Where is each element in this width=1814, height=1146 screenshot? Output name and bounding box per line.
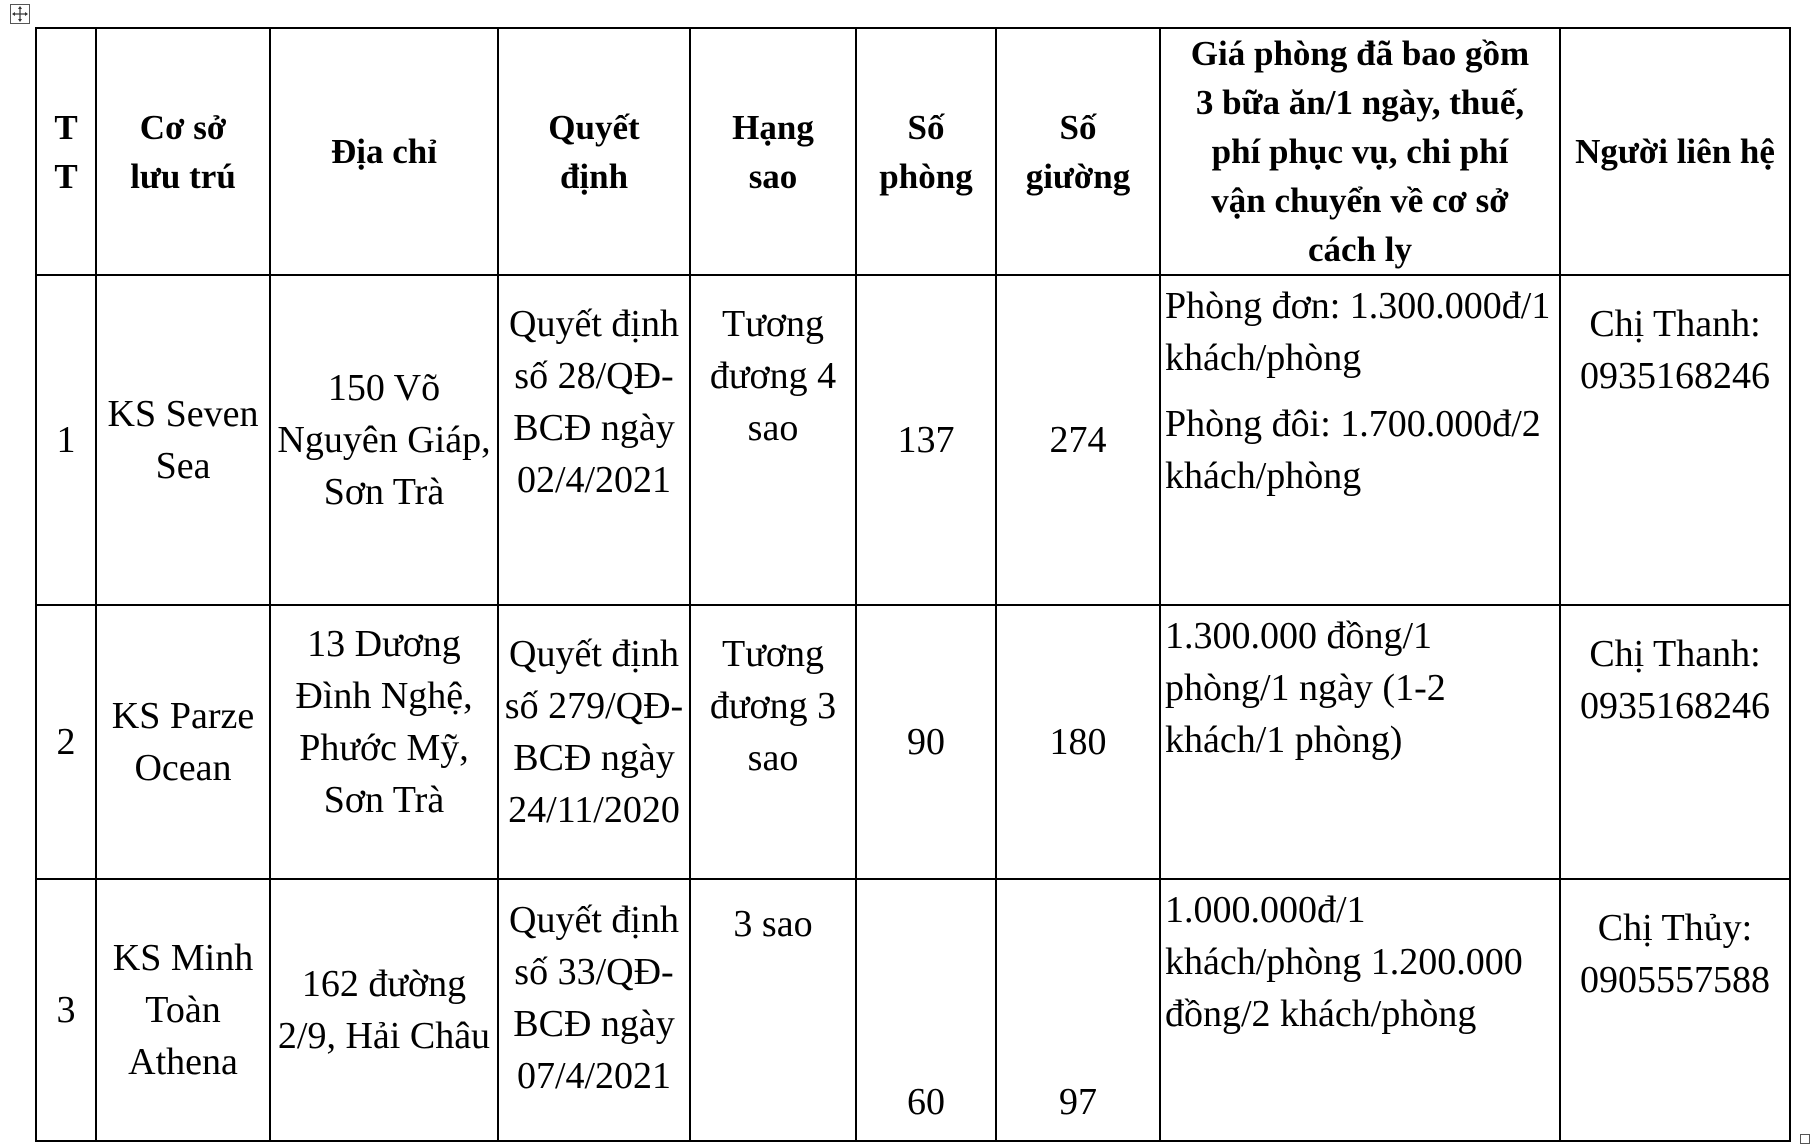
cell-so-phong: 90: [856, 605, 996, 879]
cell-hang-sao: Tương đương 3 sao: [690, 605, 856, 879]
header-tt: T T: [36, 28, 96, 275]
cell-co-so: KS Parze Ocean: [96, 605, 270, 879]
cell-gia-phong: Phòng đơn: 1.300.000đ/1 khách/phòng Phòng đôi: 1.700.000đ/2 khách/phòng: [1160, 275, 1560, 605]
cell-hang-sao: Tương đương 4 sao: [690, 275, 856, 605]
cell-tt: 2: [36, 605, 96, 879]
cell-tt: 3: [36, 879, 96, 1141]
header-dia-chi: Địa chỉ: [270, 28, 498, 275]
cell-so-phong: 60: [856, 879, 996, 1141]
cell-quyet-dinh: Quyết định số 33/QĐ- BCĐ ngày 07/4/2021: [498, 879, 690, 1141]
cell-quyet-dinh: Quyết định số 28/QĐ- BCĐ ngày 02/4/2021: [498, 275, 690, 605]
cell-gia-phong: 1.300.000 đồng/1 phòng/1 ngày (1-2 khách/1 phòng): [1160, 605, 1560, 879]
header-so-giuong: Số giường: [996, 28, 1160, 275]
header-so-phong: Số phòng: [856, 28, 996, 275]
table-row: [36, 275, 1790, 605]
header-gia-phong: Giá phòng đã bao gồm 3 bữa ăn/1 ngày, thuế, phí phục vụ, chi phí vận chuyển về cơ sở cách ly: [1160, 28, 1560, 275]
cell-dia-chi: 13 Dương Đình Nghệ, Phước Mỹ, Sơn Trà: [270, 605, 498, 879]
header-hang-sao: Hạng sao: [690, 28, 856, 275]
header-nguoi-lien-he: Người liên hệ: [1560, 28, 1790, 275]
table-row: [36, 879, 1790, 1141]
cell-so-giuong: 274: [996, 275, 1160, 605]
table-row: [36, 605, 1790, 879]
cell-dia-chi: 162 đường 2/9, Hải Châu: [270, 879, 498, 1141]
header-co-so: Cơ sở lưu trú: [96, 28, 270, 275]
cell-hang-sao: 3 sao: [690, 879, 856, 1141]
move-arrows-icon: [11, 5, 29, 23]
header-quyet-dinh: Quyết định: [498, 28, 690, 275]
cell-nguoi-lien-he: Chị Thủy: 0905557588: [1560, 879, 1790, 1141]
cell-so-giuong: 97: [996, 879, 1160, 1141]
cell-co-so: KS Minh Toàn Athena: [96, 879, 270, 1141]
cell-so-phong: 137: [856, 275, 996, 605]
cell-tt: 1: [36, 275, 96, 605]
header-row: [36, 28, 1790, 275]
cell-co-so: KS Seven Sea: [96, 275, 270, 605]
cell-quyet-dinh: Quyết định số 279/QĐ- BCĐ ngày 24/11/2020: [498, 605, 690, 879]
cell-so-giuong: 180: [996, 605, 1160, 879]
cell-dia-chi: 150 Võ Nguyên Giáp, Sơn Trà: [270, 275, 498, 605]
quarantine-hotel-table: [35, 27, 1791, 1142]
cell-nguoi-lien-he: Chị Thanh: 0935168246: [1560, 605, 1790, 879]
table-resize-handle[interactable]: [1800, 1134, 1810, 1144]
table-move-handle[interactable]: [10, 4, 30, 24]
cell-nguoi-lien-he: Chị Thanh: 0935168246: [1560, 275, 1790, 605]
cell-gia-phong: 1.000.000đ/1 khách/phòng 1.200.000 đồng/2 khách/phòng: [1160, 879, 1560, 1141]
